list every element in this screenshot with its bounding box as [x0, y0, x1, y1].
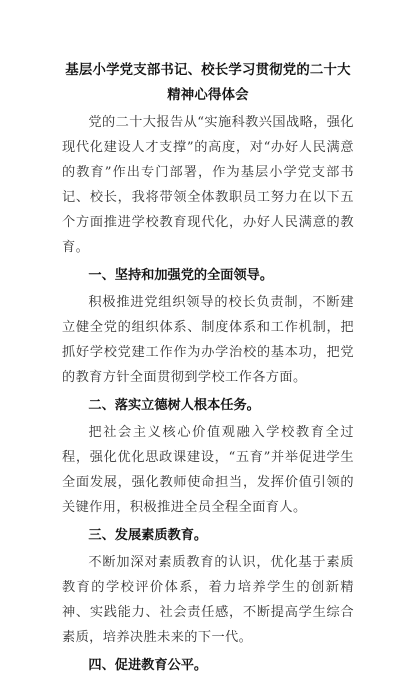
section-heading-3: 三、发展素质教育。 [88, 528, 208, 543]
section-body-1: 积极推进党组织领导的校长负责制，不断建立健全党的组织体系、制度体系和工作机制，把抓好学校党建工作作为办学治校的基本功，把党的教育方针全面贯彻到学校工作各方面。 [62, 295, 354, 385]
intro-paragraph: 党的二十大报告从“实施科教兴国战略，强化现代化建设人才支撑”的高度，对“办好人民满意的教育”作出专门部署，作为基层小学党支部书记、校长，我将带领全体教职员工努力在以下五个方面推进学校教育现代化，办好人民满意的教育。 [62, 115, 354, 255]
section-body-2: 把社会主义核心价值观融入学校教育全过程，强化优化思政课建设，“五育”并举促进学生全面发展，强化教师使命担当，发挥价值引领的关键作用，积极推进全员全程全面育人。 [62, 425, 354, 515]
section-heading-2: 二、落实立德树人根本任务。 [88, 398, 260, 413]
section-heading-1: 一、坚持和加强党的全面领导。 [88, 268, 274, 283]
section-heading-4: 四、促进教育公平。 [88, 658, 208, 673]
document-title: 基层小学党支部书记、校长学习贯彻党的二十大精神心得体会 [65, 63, 351, 103]
section-body-3: 不断加深对素质教育的认识，优化基于素质教育的学校评价体系，着力培养学生的创新精神、实践能力、社会责任感，不断提高学生综合素质，培养决胜未来的下一代。 [62, 555, 354, 645]
